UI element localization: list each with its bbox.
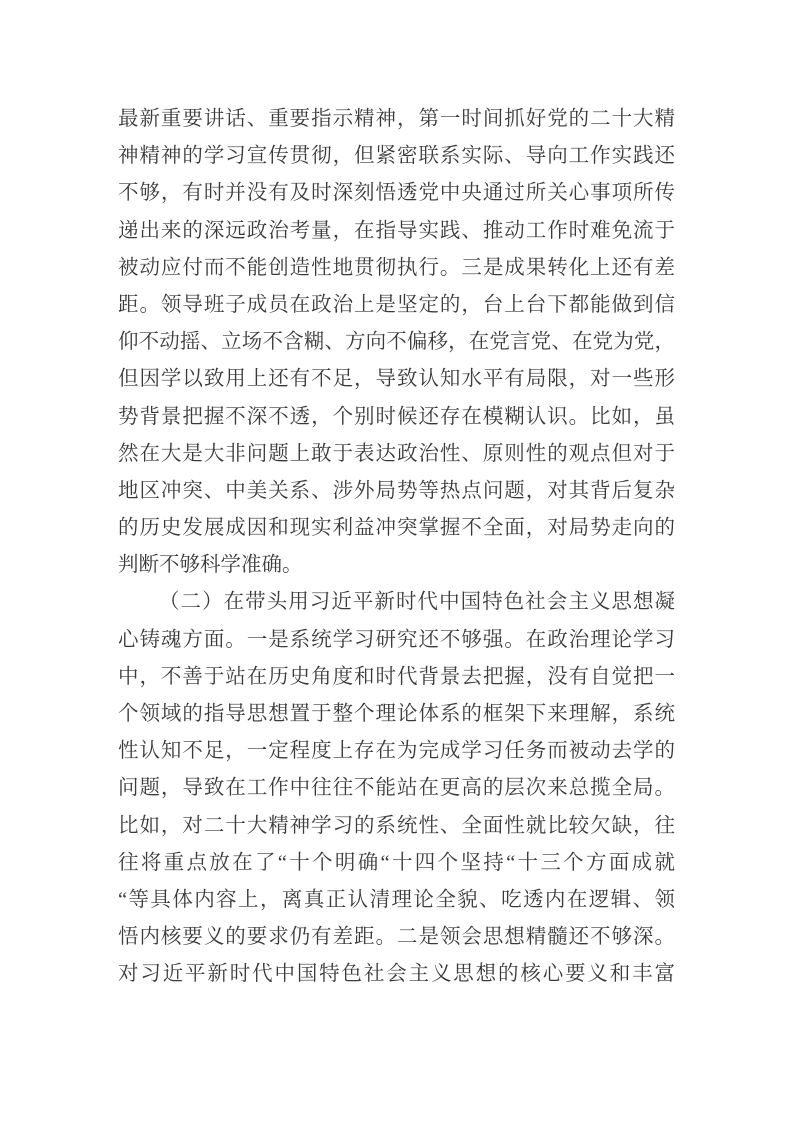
- text-line: 性认知不足，一定程度上存在为完成学习任务而被动去学的: [118, 740, 675, 763]
- text-line: “等具体内容上，离真正认清理论全貌、吃透内在逻辑、领: [118, 888, 675, 911]
- text-line: 然在大是大非问题上敢于表达政治性、原则性的观点但对于: [118, 442, 675, 465]
- text-line: 但因学以致用上还有不足，导致认知水平有局限，对一些形: [118, 368, 675, 391]
- text-line: 神精神的学习宣传贯彻，但紧密联系实际、导向工作实践还: [118, 145, 675, 168]
- paragraph-section-two: [118, 584, 675, 993]
- text-line: （二）在带头用习近平新时代中国特色社会主义思想凝: [159, 591, 675, 614]
- text-line: 个领域的指导思想置于整个理论体系的框架下来理解，系统: [118, 703, 675, 725]
- text-line: 势背景把握不深不透，个别时候还存在模糊认识。比如，虽: [118, 405, 675, 428]
- text-line: 仰不动摇、立场不含糊、方向不偏移，在党言党、在党为党，: [118, 331, 675, 354]
- text-line: 对习近平新时代中国特色社会主义思想的核心要义和丰富: [118, 963, 675, 986]
- text-line: 的历史发展成因和现实利益冲突掌握不全面，对局势走向的: [118, 517, 675, 540]
- paragraph-continuation: [118, 101, 675, 584]
- text-line: 地区冲突、中美关系、涉外局势等热点问题，对其背后复杂: [118, 479, 675, 502]
- text-line: 被动应付而不能创造性地贯彻执行。三是成果转化上还有差: [118, 256, 675, 279]
- text-line: 往将重点放在了“十个明确“十四个坚持“十三个方面成就: [118, 851, 675, 874]
- text-line: 距。领导班子成员在政治上是坚定的，台上台下都能做到信: [118, 293, 675, 316]
- text-line: 中，不善于站在历史角度和时代背景去把握，没有自觉把一: [118, 665, 675, 688]
- text-line: 不够，有时并没有及时深刻悟透党中央通过所关心事项所传: [118, 182, 675, 205]
- text-line: 判断不够科学准确。: [118, 554, 303, 577]
- text-line: 心铸魂方面。一是系统学习研究还不够强。在政治理论学习: [118, 628, 675, 651]
- text-line: 问题，导致在工作中往往不能站在更高的层次来总揽全局。: [118, 777, 675, 800]
- text-line: 递出来的深远政治考量，在指导实践、推动工作时难免流于: [118, 219, 675, 242]
- text-line: 比如，对二十大精神学习的系统性、全面性就比较欠缺，往: [118, 814, 675, 837]
- text-line: 悟内核要义的要求仍有差距。二是领会思想精髓还不够深。: [118, 926, 675, 949]
- document-text-block: [118, 101, 675, 994]
- text-line: 最新重要讲话、重要指示精神，第一时间抓好党的二十大精: [118, 108, 675, 130]
